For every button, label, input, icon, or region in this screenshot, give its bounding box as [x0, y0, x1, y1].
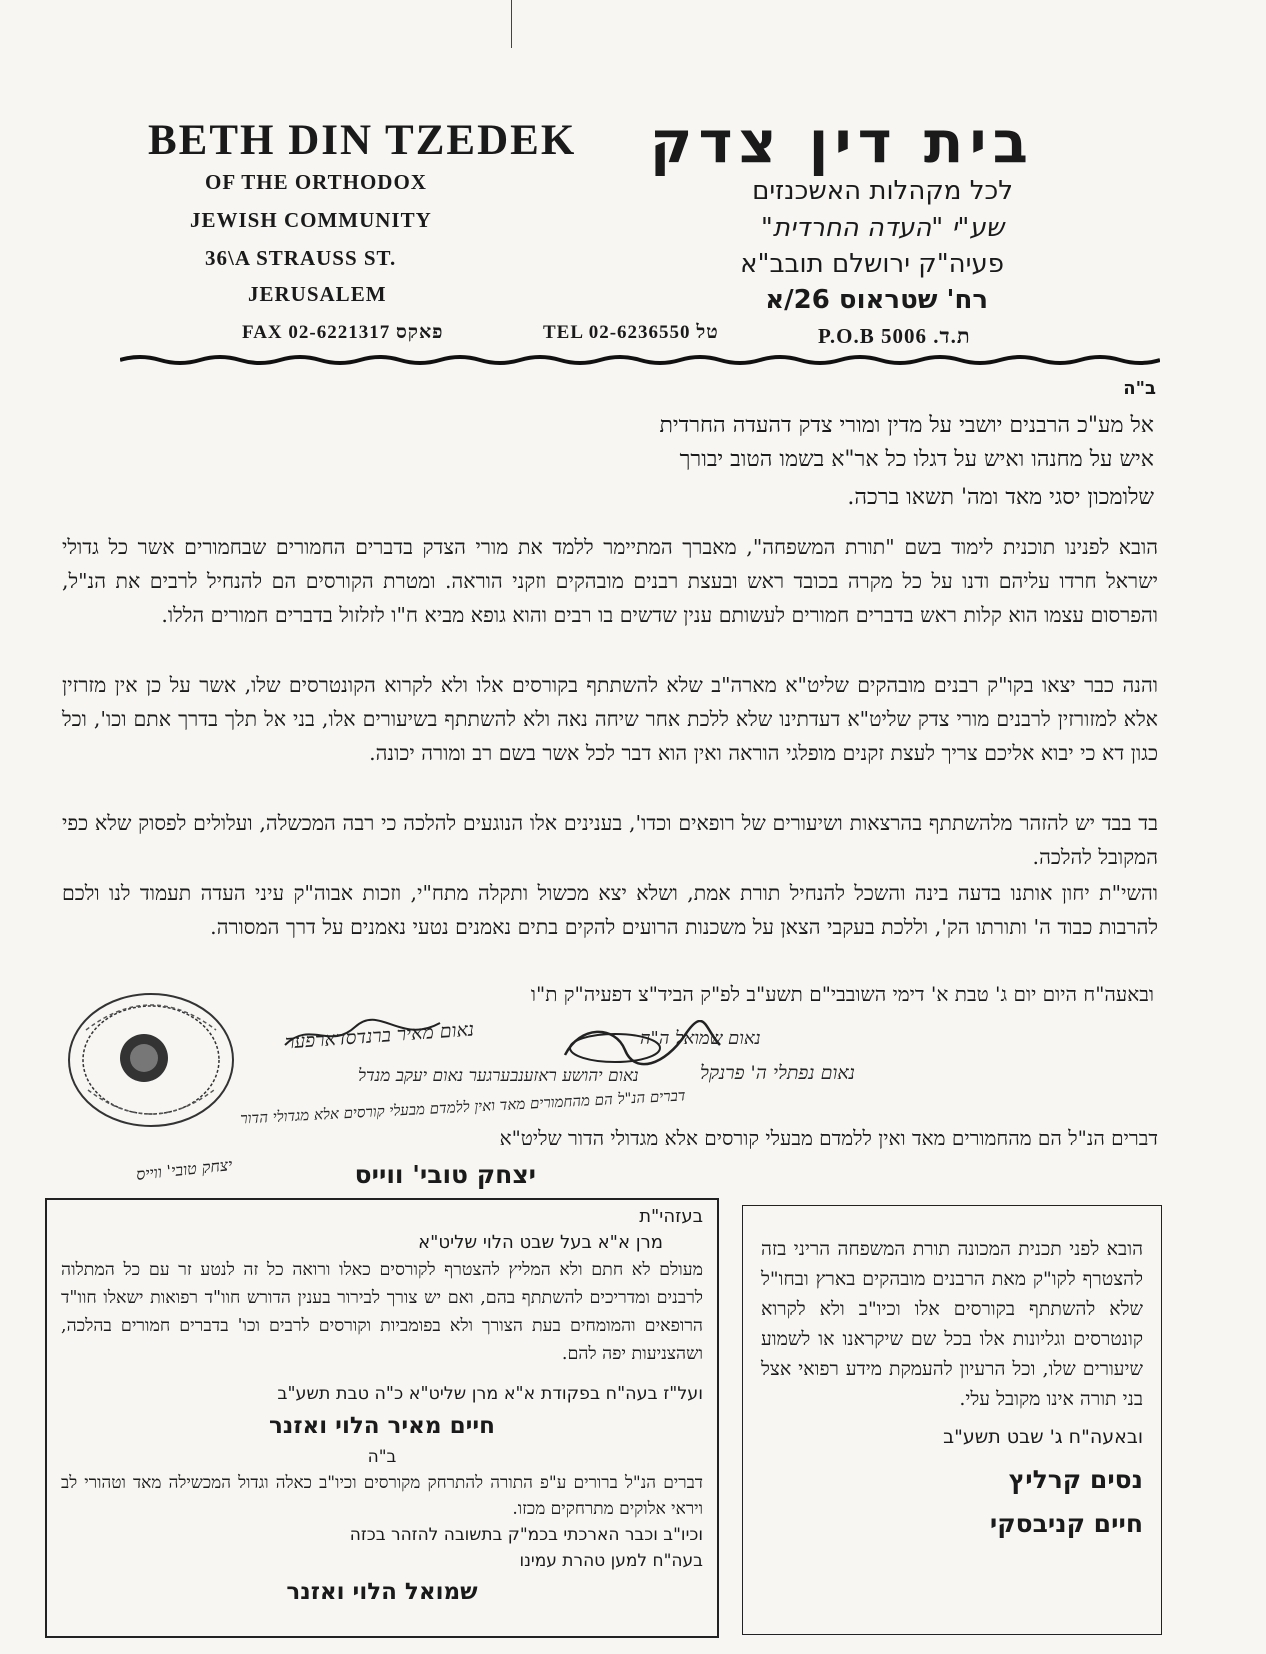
letter-address-line-2: איש על מחנהו ואיש על דגלו כל אר"א בשמו הטוב יבורך [679, 447, 1154, 472]
right-box [742, 1205, 1162, 1635]
letter-paragraph-4: והשי"ת יחון אותנו בדעה בינה והשכל להנחיל תורת אמת, ושלא יצא מכשול ותקלה מתח"י, וזכות אבוה"ק עיני העדה תעמוד לנו ולכם להרבות כבוד ה' ותורתו הק', וללכת בעקבי הצאן על משכנות הרועים להקים בתים נאמנים נטעי נאמנים על דרך המסורה. [62, 881, 1158, 939]
letter-date-line: ובאעה"ח היום יום ג' טבת א' דימי השובבי"ם תשע"ב לפ"ק הביד"צ דפעיה"ק ת"ו [530, 982, 1154, 1006]
left-box-signer-2: שמואל הלוי ואזנר [286, 1579, 478, 1605]
letterhead-english-address: 36\A STRAUSS ST. [205, 246, 397, 270]
letterhead-english-city: JERUSALEM [248, 282, 387, 306]
letter-footer-signer: יצחק טובי' ווייס [354, 1160, 536, 1189]
signature-3: נאום יהושע ראזענבערגער נאום יעקב מנדל [358, 1066, 639, 1086]
left-box-sign-line: ועל"ז בעה"ח בפקודת א"א מרן שליט"א כ"ה טבת תשע"ב [277, 1384, 703, 1404]
signature-4: נאום נפתלי ה' פרנקל [700, 1062, 855, 1084]
left-box-subheader: מרן א"א בעל שבט הלוי שליט"א [418, 1232, 663, 1253]
letterhead-english-line2: JEWISH COMMUNITY [190, 208, 432, 232]
letter-address-line-1: אל מע"כ הרבנים יושבי על מדין ומורי צדק דהעדה החרדית [659, 413, 1154, 438]
right-box-signer-1: נסים קרליץ [1008, 1465, 1143, 1494]
letter-footer-scrawl: יצחק טובי' ווייס [135, 1155, 234, 1184]
letter-greeting: שלומכון יסגי מאד ומה' תשאו ברכה. [847, 485, 1154, 510]
letterhead-english-line1: OF THE ORTHODOX [205, 170, 427, 194]
fold-line [511, 0, 512, 48]
letterhead-hebrew-line3: פעיה"ק ירושלם תובב"א [740, 249, 1004, 279]
left-box-bh2: ב"ה [367, 1447, 397, 1467]
letter-paragraph-1: הובא לפנינו תוכנית לימוד בשם "תורת המשפחה", מאברך המתיימר ללמד את מורי הצדק בדברים החמורים שבחמורים אשר כל גדולי ישראל חרדו עליהם ודנו על כל מקרה בכובד ראש ובעצת רבנים מובהקים וזקני הוראה. ומטרת הקורסים הם להנחיל לרבים את הנ"ל, והפרסום עצמו הוא קלות ראש בדברים חמורים לעשותם ענין שדשים בו רבים והוא גופא מביא ח"ו לזלזול בדברים חמורים הללו. [62, 535, 1158, 627]
left-box-header: בעזהי"ת [639, 1206, 703, 1227]
signature-1: נאום מאיר ברנדסדארפער [284, 1018, 475, 1054]
court-stamp [66, 990, 236, 1130]
letterhead-fax: FAX 02-6221317 פאקס [242, 322, 444, 343]
left-box-body-2: דברים הנ"ל ברורים ע"פ התורה להתרחק מקורסים וכיו"ב כאלה וגדול המכשילה מאד וטהורי לב ויראי אלוקים מתרחקים מכזו. [61, 1473, 703, 1519]
letter-footer-note: דברים הנ"ל הם מהחמורים מאד ואין ללמדם מבעלי קורסים אלא מגדולי הדור שליט"א [499, 1126, 1158, 1150]
letterhead-hebrew-line2: שע"י "העדה החרדית" [760, 213, 1004, 243]
letter-bh: ב"ה [1123, 378, 1156, 399]
left-box-body-4: בעה"ח למען טהרת עמינו [519, 1551, 703, 1571]
right-box-body: הובא לפני תכנית המכונה תורת המשפחה הריני בזה להצטרף לקו"ק מאת הרבנים מובהקים בארץ ובחו"ל שלא להשתתף בקורסים אלו וכיו"ב ולא לקרוא קונטרסים וגליונות אלו בכל שם שיקראנו או לשמוע שיעורים שלו, וכל הרעיון להעמקת מידע רפואי אצל בני תורה אינו מקובל עלי. [761, 1238, 1143, 1410]
left-box-body: מעולם לא חתם ולא המליץ להצטרף לקורסים כאלו ורואה כל זה לנטע זר עם כל המתלוה לרבנים ומדריכים להשתתף בהם, ואם יש צורך לבירור בענין הדורש חוו"ד רפואות ישאלו חוו"ד הרופאים והמומחים בעת הצורך ולא בפומביות וקורסים לרבים וכו' בדברים חמורים בהלכה, ושהצניעות יפה להם. [61, 1260, 703, 1364]
letterhead-hebrew-address: רח' שטראוס 26/א [765, 285, 988, 315]
signature-5: דברים הנ"ל הם מהחמורים מאד ואין ללמדם מבעלי קורסים אלא מגדולי הדור [239, 1086, 686, 1128]
letterhead-pob: P.O.B 5006 .ת.ד [818, 324, 971, 348]
letterhead-divider [120, 352, 1160, 366]
signature-1-scribble [280, 1015, 450, 1055]
letter-paragraph-3: בד בבד יש להזהר מלהשתתף בהרצאות ושיעורים של רופאים וכדו', בענינים אלו הנוגעים להלכה כי רבה המכשלה, ועלולים לפסוק שלא כפי המקובל להלכה. [62, 811, 1158, 869]
right-box-signer-2: חיים קניבסקי [989, 1509, 1143, 1538]
letterhead-hebrew-line1: לכל מקהלות האשכנזים [752, 176, 1013, 206]
right-box-sign-line: ובאעה"ח ג' שבט תשע"ב [943, 1426, 1143, 1448]
left-box [45, 1198, 719, 1638]
letterhead-tel: TEL 02-6236550 טל [543, 322, 719, 343]
signature-2: נאום שמואל ה"ה [640, 1028, 761, 1049]
letter-paragraph-2: והנה כבר יצאו בקו"ק רבנים מובהקים שליט"א מארה"ב שלא להשתתף בקורסים אלו ולא לקרוא הקונטרסים שלו, אשר על כן אין מזרזין אלא למזורזין לרבנים מורי צדק שליט"א דעדתינו שלא ללכת אחר שיחה נאה ולא להשתתף בשיעורים אלו, בני אל תלך בדרך אתם וכו', וכל כגון דא כי יבוא אליכם צריך לעצת זקנים מופלגי הוראה ואין הוא דבר לכל אשר בשם רב ומורה יכונה. [62, 673, 1158, 765]
left-box-signer-1: חיים מאיר הלוי ואזנר [269, 1413, 495, 1439]
left-box-body-3: וכיו"ב וכבר הארכתי בכמ"ק בתשובה להזהר בכזה [349, 1525, 703, 1545]
letterhead-hebrew-org: בית דין צדק [649, 108, 1034, 176]
letterhead-english-org: BETH DIN TZEDEK [148, 117, 577, 164]
